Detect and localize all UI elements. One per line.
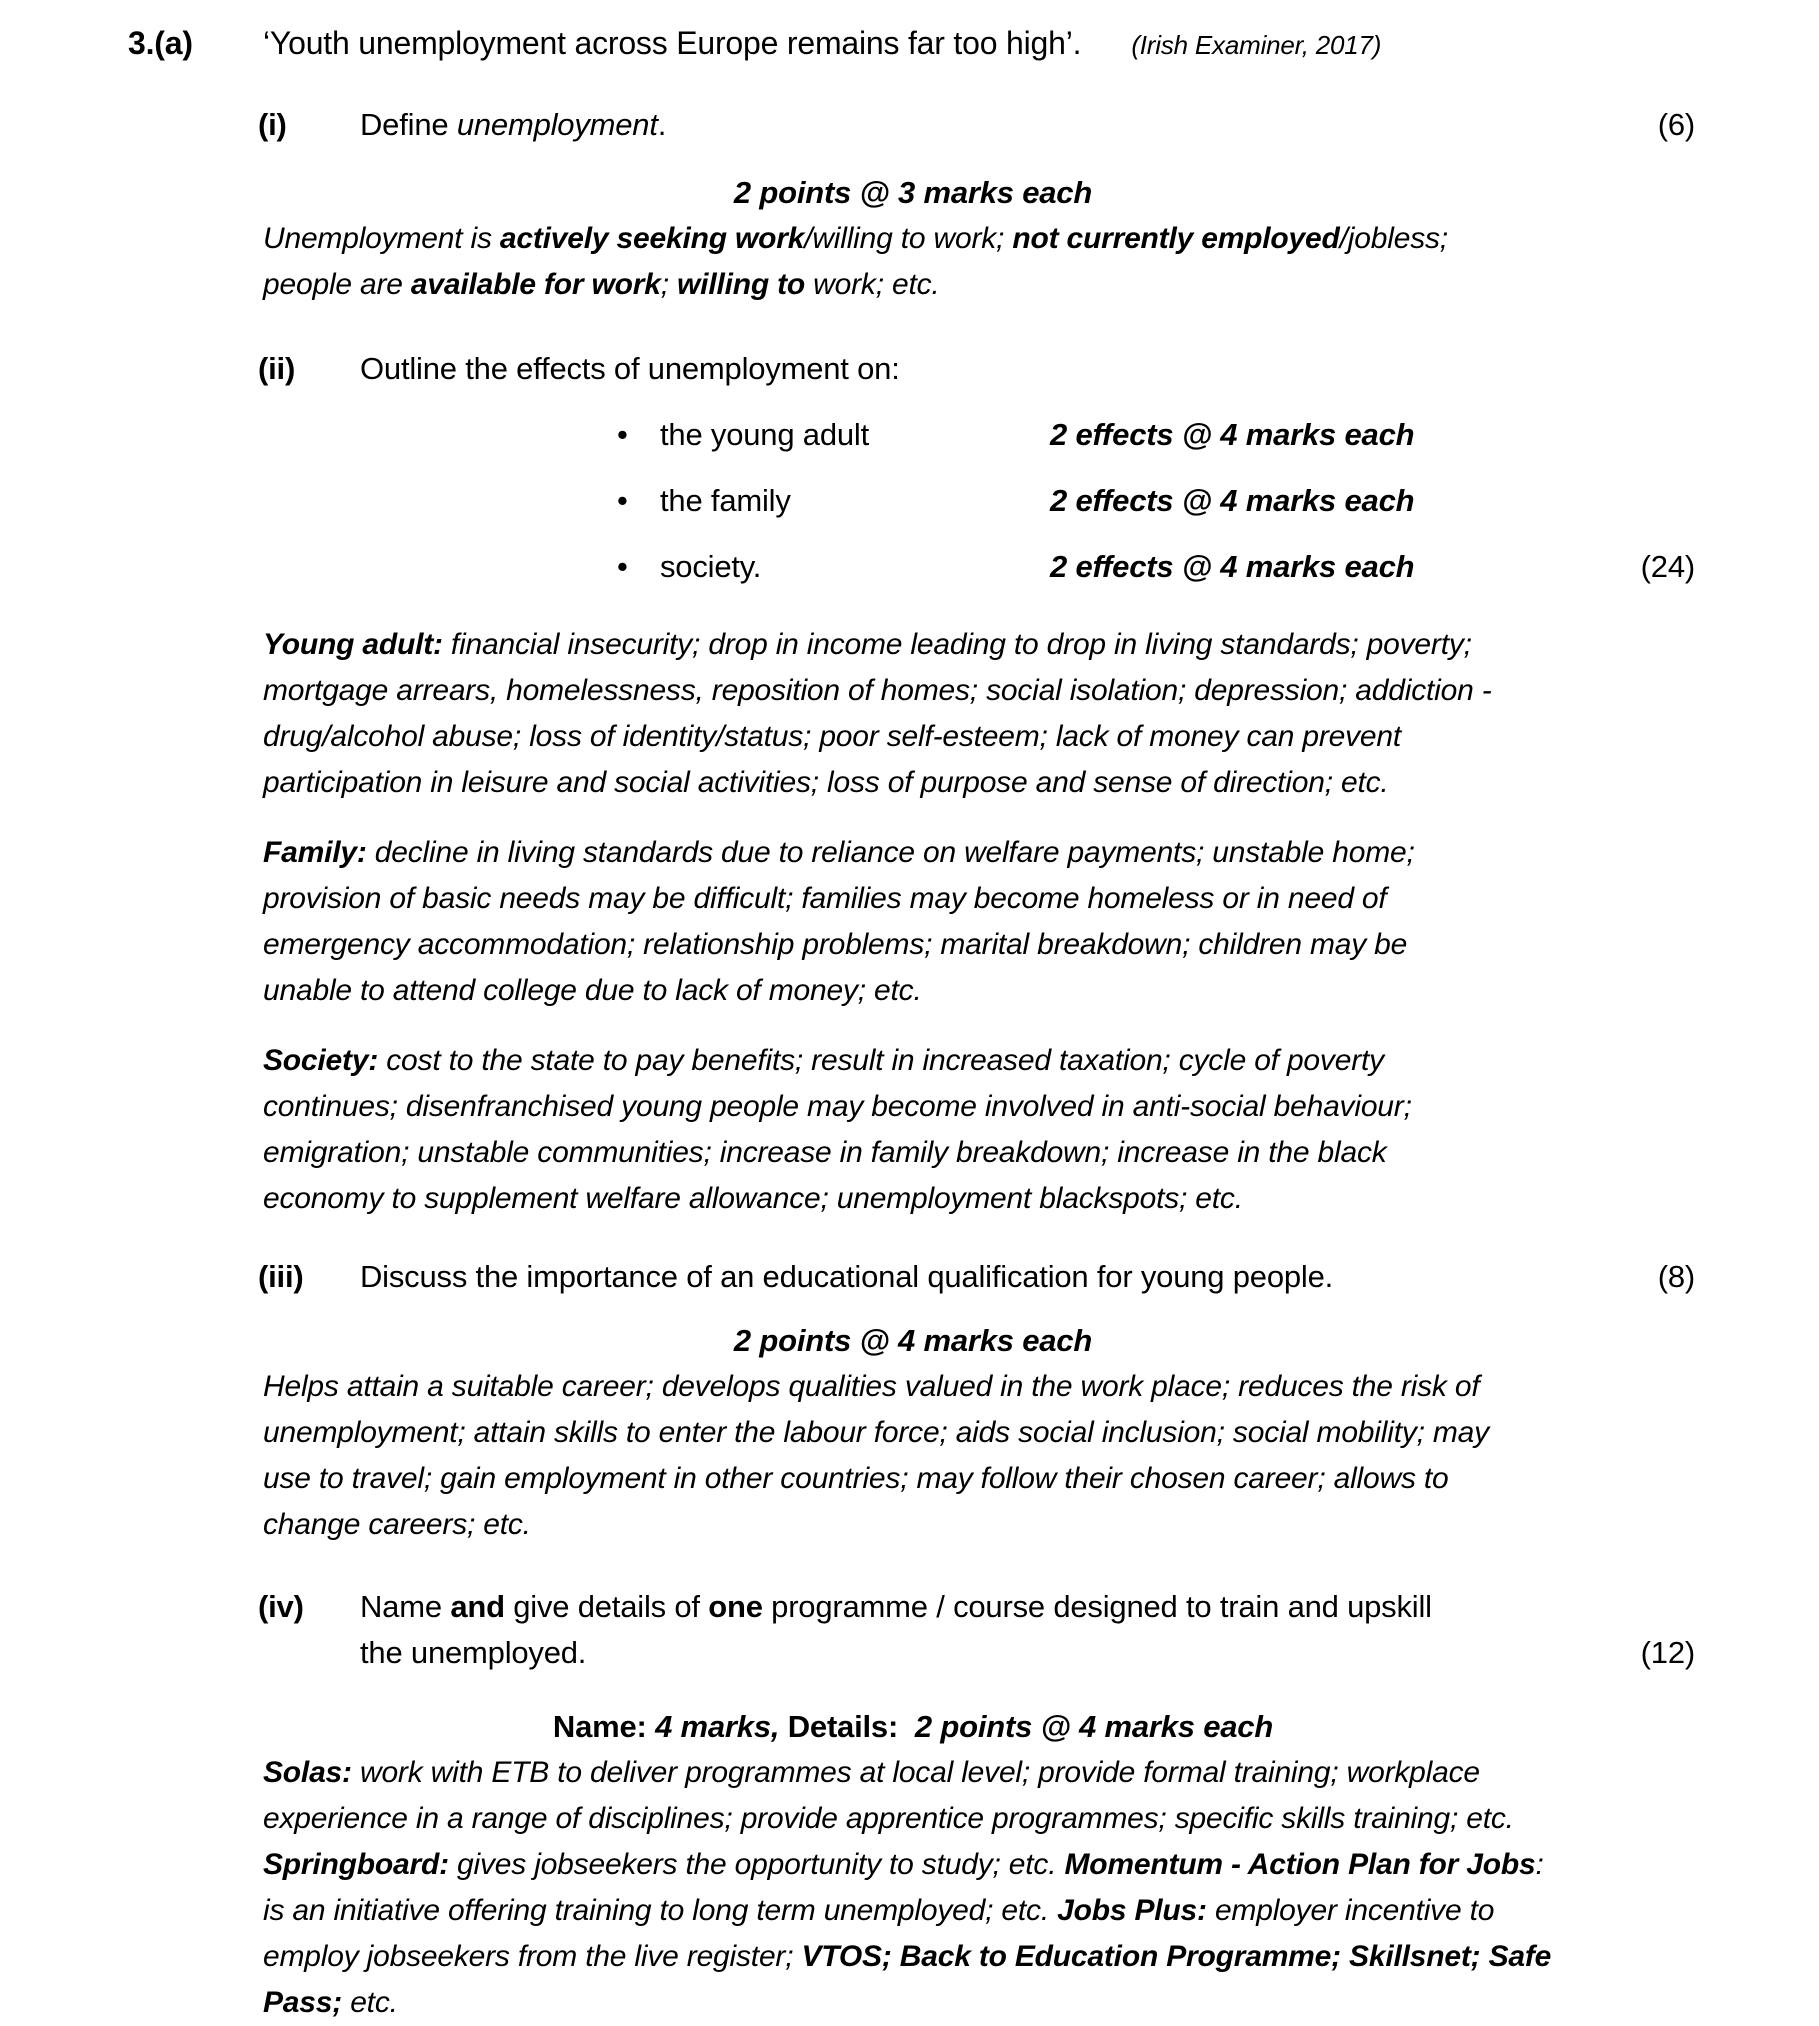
part-iv-marks: (12) xyxy=(1640,1635,1695,1670)
part-iii-question-text: Discuss the importance of an educational qualification for young people. xyxy=(360,1259,1334,1294)
part-i-answer: Unemployment is actively seeking work/willing to work; not currently employed/jobless; people are available for work; willing to work; etc. xyxy=(263,222,1448,301)
question-citation: (Irish Examiner, 2017) xyxy=(1131,30,1382,60)
part-iii-marking-scheme: 2 points @ 4 marks each xyxy=(733,1323,1093,1358)
part-ii-question-text: Outline the effects of unemployment on: xyxy=(360,351,900,386)
part-i-marking-scheme: 2 points @ 3 marks each xyxy=(733,175,1093,210)
question-header xyxy=(128,20,1695,68)
part-ii-marks: (24) xyxy=(1640,549,1695,584)
part-iii-question-row xyxy=(258,1254,1695,1300)
bullet-scheme: 2 effects @ 4 marks each xyxy=(1050,483,1415,518)
part-ii-answer-society: Society: cost to the state to pay benefits; result in increased taxation; cycle of poverty continues; disenfranchised young people may become involved in anti-social behaviour; emigration; unstable communities; increase in family breakdown; increase in the black economy to supplement welfare allowance; unemployment blackspots; etc. xyxy=(263,1044,1412,1215)
bullet-icon: • xyxy=(617,549,628,584)
bullet-text: the family xyxy=(660,483,791,518)
part-ii-label: (ii) xyxy=(258,351,296,386)
part-iv-question-row-1 xyxy=(258,1584,1695,1630)
bullet-scheme: 2 effects @ 4 marks each xyxy=(1050,549,1415,584)
part-iv-question-row-2 xyxy=(258,1630,1695,1676)
question-quote: ‘Youth unemployment across Europe remains far too high’. xyxy=(263,25,1082,61)
part-i-question-text: Define unemployment. xyxy=(360,107,667,142)
bullet-text: the young adult xyxy=(660,417,870,452)
bullet-icon: • xyxy=(617,417,628,452)
part-iv-marking-scheme: Name: 4 marks, Details: 2 points @ 4 marks each xyxy=(552,1709,1274,1744)
part-iv-label: (iv) xyxy=(258,1589,304,1624)
part-iii-answer: Helps attain a suitable career; develops qualities valued in the work place; reduces the risk of unemployment; attain skills to enter the labour force; aids social inclusion; social mobility; may use to travel; gain employment in other countries; may follow their chosen career; allows to change careers; etc. xyxy=(263,1370,1489,1541)
bullet-scheme: 2 effects @ 4 marks each xyxy=(1050,417,1415,452)
part-i-marks: (6) xyxy=(1657,107,1695,142)
part-ii-answer-family: Family: decline in living standards due to reliance on welfare payments; unstable home; provision of basic needs may be difficult; families may become homeless or in need of emergency accommodation; relationship problems; marital breakdown; children may be unable to attend college due to lack of money; etc. xyxy=(263,836,1415,1007)
part-iii-label: (iii) xyxy=(258,1259,304,1294)
bullet-icon: • xyxy=(617,483,628,518)
part-iv-answer: Solas: work with ETB to deliver programmes at local level; provide formal training; workplace experience in a range of disciplines; provide apprentice programmes; specific skills training; etc. Springboard: gives jobseekers the opportunity to study; etc. Momentum - Action Plan for Jobs: is an initiative offering training to long term unemployed; etc. Jobs Plus: employer incentive to employ jobseekers from the live register; VTOS; Back to Education Programme; Skillsnet; Safe Pass; etc. xyxy=(263,1756,1552,2019)
part-iv-question-line-2: the unemployed. xyxy=(360,1635,587,1670)
bullet-row-family xyxy=(617,478,1695,524)
bullet-text: society. xyxy=(660,549,762,584)
bullet-row-society xyxy=(617,544,1695,590)
question-number: 3.(a) xyxy=(128,25,193,61)
bullet-row-young-adult xyxy=(617,412,1695,458)
part-iii-marks: (8) xyxy=(1657,1259,1695,1294)
part-iv-question-line-1: Name and give details of one programme / course designed to train and upskill xyxy=(360,1589,1432,1624)
part-i-label: (i) xyxy=(258,107,287,142)
part-i-question-row xyxy=(258,102,1695,148)
part-ii-question-row xyxy=(258,346,1695,392)
part-ii-answer-young-adult: Young adult: financial insecurity; drop in income leading to drop in living standards; poverty; mortgage arrears, homelessness, reposition of homes; social isolation; depression; addiction - drug/alcohol abuse; loss of identity/status; poor self-esteem; lack of money can prevent participation in leisure and social activities; loss of purpose and sense of direction; etc. xyxy=(263,628,1492,799)
